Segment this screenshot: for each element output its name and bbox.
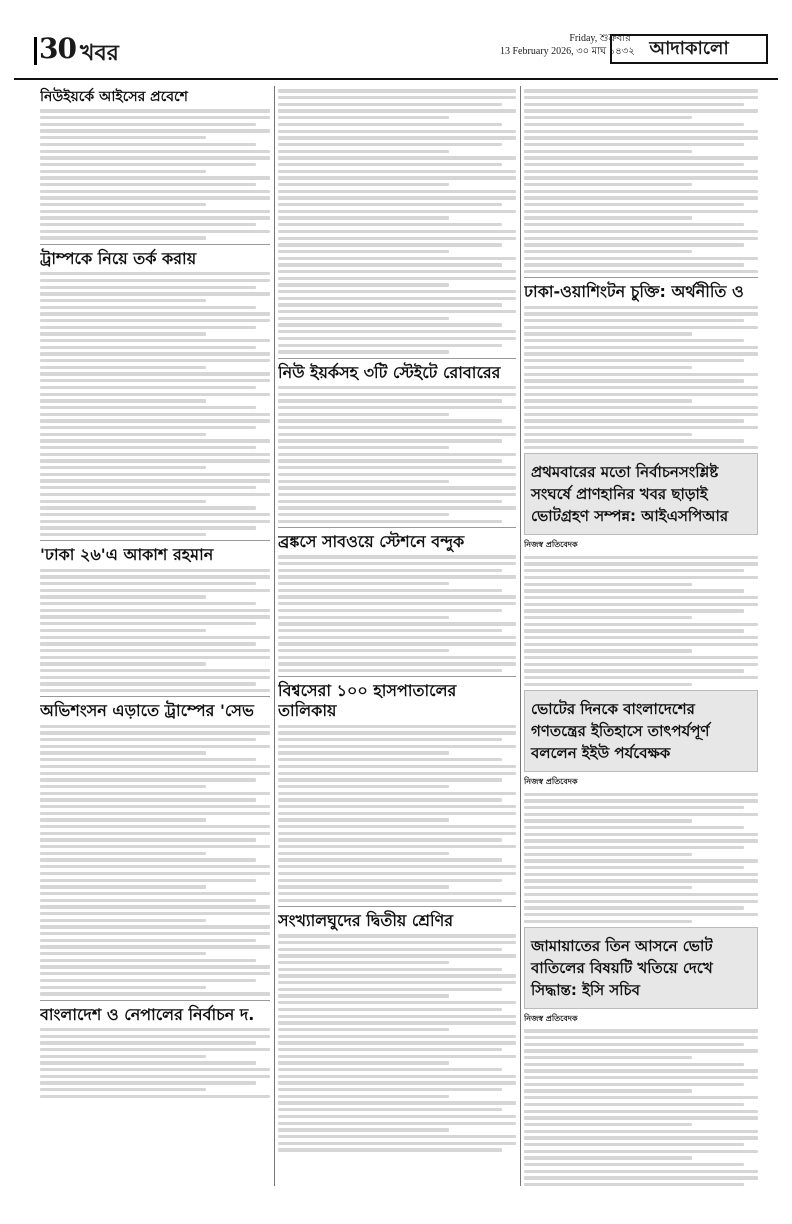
article-body — [278, 89, 516, 353]
article-dhaka26 — [40, 545, 270, 692]
article-body — [524, 89, 758, 273]
headline: নিউ ইয়র্কসহ ৩টি স্টেইটে রোবারের — [278, 362, 501, 382]
divider — [524, 277, 758, 278]
byline: নিজস্ব প্রতিবেদক — [524, 540, 578, 550]
article-bd-nepal — [40, 1005, 270, 1099]
divider — [40, 244, 270, 245]
article-body — [524, 556, 758, 686]
page-number: 30 — [32, 32, 76, 65]
article-body — [278, 555, 516, 672]
divider — [40, 1000, 270, 1001]
headline: নিউইয়র্কে আইসের প্রবেশে — [40, 89, 188, 105]
article-body — [524, 793, 758, 923]
column-divider — [274, 86, 275, 1186]
article-body — [40, 569, 270, 693]
divider — [278, 358, 516, 359]
article-bronx-subway — [278, 532, 516, 672]
headline-box — [524, 453, 758, 535]
article-impeachment — [40, 701, 270, 995]
article-eu-observer — [524, 776, 758, 923]
date-label: 13 February 2026, ৩০ মাঘ ১৪৩২ — [500, 46, 635, 57]
column-left — [40, 86, 270, 1186]
article-body — [40, 725, 270, 996]
column-right — [524, 86, 758, 1186]
byline: নিজস্ব প্রতিবেদক — [524, 1013, 578, 1023]
headline: বাংলাদেশ ও নেপালের নির্বাচন দ. — [40, 1004, 255, 1024]
headline-box — [524, 927, 758, 1009]
headline: ভোটের দিনকে বাংলাদেশের গণতন্ত্রের ইতিহাসে তাৎপর্যপূর্ণ বললেন ইইউ পর্যবেক্ষক — [531, 700, 710, 763]
article-body — [40, 272, 270, 536]
article-ice-newyork — [40, 89, 270, 240]
section-name: খবর — [80, 41, 119, 66]
article-hospitals — [278, 681, 516, 902]
article-trump-debate — [40, 249, 270, 537]
headline: জামায়াতের তিন আসনে ভোট বাতিলের বিষয়টি খতিয়ে দেখে সিদ্ধান্ত: ইসি সচিব — [531, 936, 713, 999]
headline: ঢাকা-ওয়াশিংটন চুক্তি: অর্থনীতি ও — [524, 282, 744, 302]
divider — [40, 540, 270, 541]
article-body — [278, 386, 516, 523]
article-body — [278, 725, 516, 902]
page-header — [14, 30, 778, 76]
divider — [278, 527, 516, 528]
headline: ব্রঙ্কসে সাবওয়ে স্টেশনে বন্দুক — [278, 531, 465, 551]
article-top-continued — [278, 89, 516, 353]
article-rover-storm — [278, 363, 516, 523]
masthead-logo: আদাকালো — [610, 34, 768, 64]
headline: 'ঢাকা ২৬'এ আকাশ রহমান — [40, 545, 214, 565]
day-label: Friday, শুক্রবার — [569, 33, 631, 44]
article-ispr — [524, 539, 758, 686]
article-body — [524, 306, 758, 450]
byline: নিজস্ব প্রতিবেদক — [524, 777, 578, 787]
headline: অভিশংসন এড়াতে ট্রাম্পের 'সেভ — [40, 701, 254, 721]
article-dhaka-washington — [524, 282, 758, 449]
divider — [278, 676, 516, 677]
headline: প্রথমবারের মতো নির্বাচনসংশ্লিষ্ট সংঘর্ষে প্রাণহানির খবর ছাড়াই ভোটগ্রহণ সম্পন্ন: আইএসপিআর — [531, 463, 729, 526]
divider — [278, 906, 516, 907]
header-rule — [14, 78, 778, 80]
article-minorities — [278, 911, 516, 1152]
article-ec-secretary — [524, 1013, 758, 1186]
column-middle — [278, 86, 516, 1186]
article-body — [40, 109, 270, 239]
headline-box — [524, 690, 758, 772]
headline: বিশ্বসেরা ১০০ হাসপাতালের তালিকায় — [278, 681, 457, 721]
article-body — [40, 1028, 270, 1098]
headline: সংখ্যালঘুদের দ্বিতীয় শ্রেণির — [278, 910, 454, 930]
article-top-right-continued — [524, 89, 758, 273]
column-divider — [520, 86, 521, 1186]
article-body — [524, 1029, 758, 1186]
headline: ট্রাম্পকে নিয়ে তর্ক করায় — [40, 248, 197, 268]
article-body — [278, 934, 516, 1151]
divider — [40, 696, 270, 697]
